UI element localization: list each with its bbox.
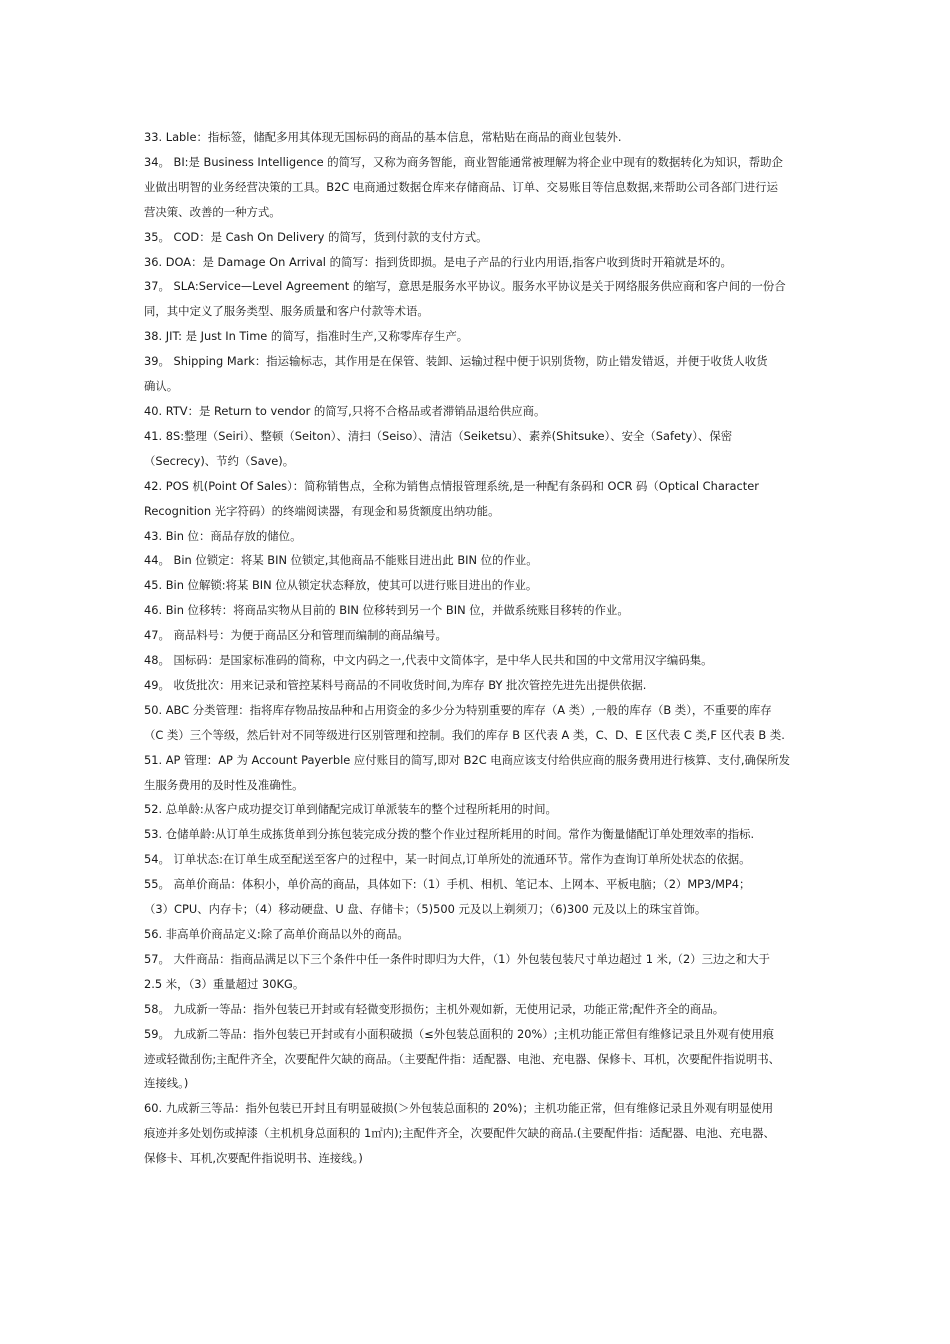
glossary-entry bbox=[144, 872, 814, 922]
glossary-entry bbox=[144, 399, 814, 424]
glossary-entry bbox=[144, 349, 814, 399]
entry-text-line: 54。 订单状态:在订单生成至配送至客户的过程中，某一时间点,订单所处的流通环节。常作为查询订单所处状态的依据。 bbox=[144, 852, 751, 867]
entry-text-line: 52. 总单龄:从客户成功提交订单到储配完成订单派装车的整个过程所耗用的时间。 bbox=[144, 802, 557, 817]
entry-text-line: 55。 高单价商品：体积小，单价高的商品，具体如下:（1）手机、相机、笔记本、上网本、平板电脑；（2）MP3/MP4； bbox=[144, 877, 751, 892]
glossary-entry bbox=[144, 822, 814, 847]
glossary-entry bbox=[144, 947, 814, 997]
entry-text-line: 2.5 米，（3）重量超过 30KG。 bbox=[144, 976, 305, 991]
entry-text-line: 37。 SLA:Service—Level Agreement 的缩写，意思是服务水平协议。服务水平协议是关于网络服务供应商和客户间的一份合 bbox=[144, 279, 786, 294]
entry-text-line: 业做出明智的业务经营决策的工具。B2C 电商通过数据仓库来存储商品、订单、交易账目等信息数据,来帮助公司各部门进行运 bbox=[144, 179, 778, 194]
entry-text-line: 57。 大件商品：指商品满足以下三个条件中任一条件时即归为大件，（1）外包装包装尺寸单边超过 1 米,（2）三边之和大于 bbox=[144, 951, 770, 966]
glossary-entry bbox=[144, 274, 814, 324]
entry-text-line: 49。 收货批次：用来记录和管控某料号商品的不同收货时间,为库存 BY 批次管控先进先出提供依据. bbox=[144, 677, 647, 692]
glossary-entry bbox=[144, 573, 814, 598]
glossary-entry bbox=[144, 250, 814, 275]
entry-text-line: 迹或轻微刮伤;主配件齐全，次要配件欠缺的商品。（主要配件指：适配器、电池、充电器、保修卡、耳机，次要配件指说明书、 bbox=[144, 1051, 781, 1066]
entry-text-line: 35。 COD：是 Cash On Delivery 的简写，货到付款的支付方式。 bbox=[144, 229, 488, 244]
entry-text-line: 59。 九成新二等品：指外包装已开封或有小面积破损（≤外包装总面积的 20%）;主机功能正常但有维修记录且外观有使用痕 bbox=[144, 1026, 774, 1041]
glossary-entry bbox=[144, 847, 814, 872]
glossary-entry bbox=[144, 997, 814, 1022]
entry-text-line: （C 类）三个等级，然后针对不同等级进行区别管理和控制。我们的库存 B 区代表 A 类，C、D、E 区代表 C 类,F 区代表 B 类. bbox=[144, 727, 785, 742]
glossary-entry bbox=[144, 748, 814, 798]
glossary-entry bbox=[144, 1022, 814, 1097]
entry-text-line: （3）CPU、内存卡；（4）移动硬盘、U 盘、存储卡；（5)500 元及以上剃须刀；（6)300 元及以上的珠宝首饰。 bbox=[144, 902, 707, 917]
glossary-entry bbox=[144, 225, 814, 250]
entry-text-line: （Secrecy)、节约（Save)。 bbox=[144, 453, 295, 468]
glossary-entry bbox=[144, 424, 814, 474]
entry-text-line: 营决策、改善的一种方式。 bbox=[144, 204, 281, 219]
entry-text-line: 41. 8S:整理（Seiri）、整顿（Seiton）、清扫（Seiso）、清洁（Seiketsu）、素养(Shitsuke）、安全（Safety）、保密 bbox=[144, 428, 733, 443]
entry-text-line: 确认。 bbox=[144, 379, 179, 394]
entry-text-line: 33. Lable：指标签，储配多用其体现无国标码的商品的基本信息，常粘贴在商品的商业包装外. bbox=[144, 130, 622, 144]
entry-text-line: 34。 BI:是 Business Intelligence 的简写，又称为商务智能，商业智能通常被理解为将企业中现有的数据转化为知识，帮助企 bbox=[144, 154, 783, 169]
entry-text-line: 46. Bin 位移转：将商品实物从目前的 BIN 位移转到另一个 BIN 位，并做系统账目移转的作业。 bbox=[144, 603, 629, 618]
entry-text-line: 保修卡、耳机,次要配件指说明书、连接线。) bbox=[144, 1151, 363, 1166]
glossary-entry bbox=[144, 797, 814, 822]
entry-text-line: 45. Bin 位解锁:将某 BIN 位从锁定状态释放，使其可以进行账目进出的作业。 bbox=[144, 578, 538, 593]
entry-text-line: 56. 非高单价商品定义:除了高单价商品以外的商品。 bbox=[144, 927, 409, 941]
glossary-entry bbox=[144, 698, 814, 748]
entry-text-line: 60. 九成新三等品：指外包装已开封且有明显破损(＞外包装总面积的 20%)；主机功能正常，但有维修记录且外观有明显使用 bbox=[144, 1101, 774, 1116]
entry-text-line: 53. 仓储单龄:从订单生成拣货单到分拣包装完成分拨的整个作业过程所耗用的时间。常作为衡量储配订单处理效率的指标. bbox=[144, 827, 755, 842]
glossary-entry bbox=[144, 598, 814, 623]
entry-text-line: 40. RTV：是 Return to vendor 的简写,只将不合格品或者滞销品退给供应商。 bbox=[144, 403, 546, 418]
entry-text-line: 47。 商品料号：为便于商品区分和管理而编制的商品编号。 bbox=[144, 628, 447, 643]
entry-text-line: 36. DOA：是 Damage On Arrival 的简写：指到货即损。是电子产品的行业内用语,指客户收到货时开箱就是坏的。 bbox=[144, 254, 732, 269]
glossary-entry bbox=[144, 623, 814, 648]
entry-text-line: 48。 国标码：是国家标准码的简称，中文内码之一,代表中文简体字，是中华人民共和国的中文常用汉字编码集。 bbox=[144, 653, 713, 668]
entry-text-line: 39。 Shipping Mark：指运输标志，其作用是在保管、装卸、运输过程中便于识别货物，防止错发错返，并便于收货人收货 bbox=[144, 354, 768, 369]
entry-text-line: 44。 Bin 位锁定：将某 BIN 位锁定,其他商品不能账目进出此 BIN 位的作业。 bbox=[144, 553, 538, 568]
entry-text-line: 43. Bin 位：商品存放的储位。 bbox=[144, 528, 302, 543]
entry-text-line: 42. POS 机(Point Of Sales）：简称销售点，全称为销售点情报管理系统,是一种配有条码和 OCR 码（Optical Character bbox=[144, 478, 759, 493]
glossary-entry bbox=[144, 673, 814, 698]
entry-text-line: 生服务费用的及时性及准确性。 bbox=[144, 777, 304, 792]
glossary-entry bbox=[144, 125, 814, 150]
entry-text-line: 58。 九成新一等品：指外包装已开封或有轻微变形损伤；主机外观如新，无使用记录，功能正常;配件齐全的商品。 bbox=[144, 1001, 725, 1016]
glossary-entry bbox=[144, 922, 814, 947]
glossary-entry bbox=[144, 324, 814, 349]
glossary-entry bbox=[144, 648, 814, 673]
glossary-entry bbox=[144, 150, 814, 225]
entry-text-line: 38. JIT: 是 Just In Time 的简写，指准时生产,又称零库存生产。 bbox=[144, 329, 469, 344]
entry-text-line: 连接线。) bbox=[144, 1076, 189, 1091]
entry-text-line: 51. AP 管理：AP 为 Account Payerble 应付账目的简写,即对 B2C 电商应该支付给供应商的服务费用进行核算、支付,确保所发 bbox=[144, 752, 791, 767]
entry-text-line: Recognition 光字符码）的终端阅读器，有现金和易货额度出纳功能。 bbox=[144, 503, 500, 518]
entry-text-line: 痕迹并多处划伤或掉漆（主机机身总面积的 1㎡内);主配件齐全，次要配件欠缺的商品.(主要配件指：适配器、电池、充电器、 bbox=[144, 1126, 775, 1141]
entry-text-line: 同，其中定义了服务类型、服务质量和客户付款等术语。 bbox=[144, 304, 429, 319]
glossary-content bbox=[144, 125, 814, 1171]
glossary-entry bbox=[144, 524, 814, 549]
glossary-entry bbox=[144, 1096, 814, 1171]
entry-text-line: 50. ABC 分类管理：指将库存物品按品种和占用资金的多少分为特别重要的库存（A 类）,一般的库存（B 类），不重要的库存 bbox=[144, 702, 772, 717]
glossary-entry bbox=[144, 474, 814, 524]
glossary-entry bbox=[144, 548, 814, 573]
